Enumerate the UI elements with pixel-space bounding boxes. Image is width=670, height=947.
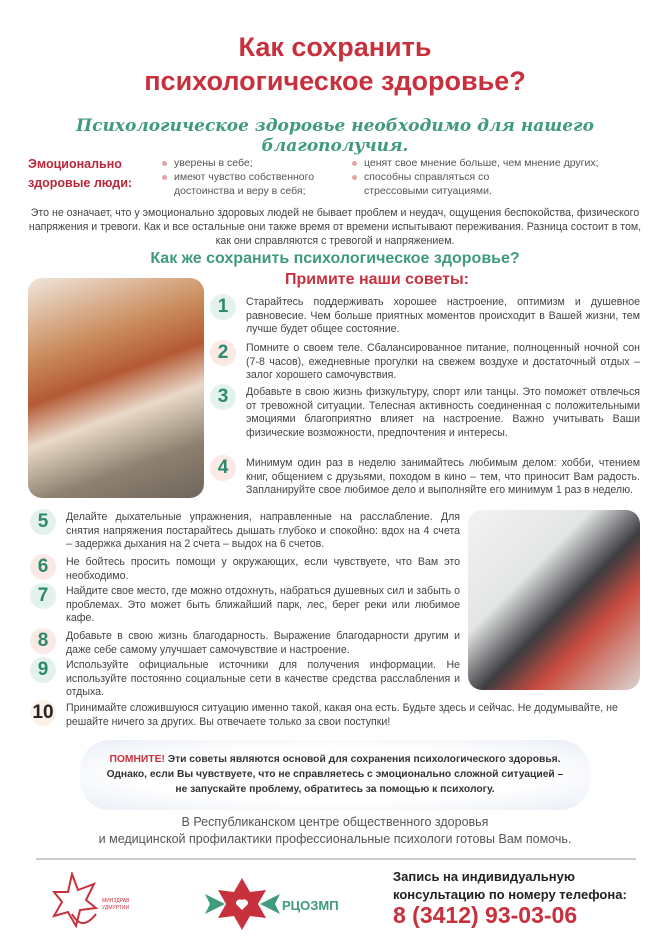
tip-item	[210, 296, 640, 337]
tip-item	[30, 585, 460, 626]
svg-text:УДМУРТИИ: УДМУРТИИ	[102, 905, 130, 911]
tip-item	[210, 386, 640, 440]
svg-text:МИНЗДРАВ: МИНЗДРАВ	[102, 898, 130, 904]
tip-number: 7	[30, 583, 56, 609]
tip-number: 5	[30, 509, 56, 535]
remind-box: ПОМНИТЕ! Эти советы являются основой для сохранения психологического здоровья. Однако, если Вы чувствуете, что не справляетесь с эмоционально сложной ситуацией – не запускайте проблему, обратитесь за помощью к психологу.	[80, 740, 590, 810]
tip-text: Найдите свое место, где можно отдохнуть, набраться душевных сил и забыть о проблемах. Это может быть ближайший парк, лес, берег реки или любимое кафе.	[66, 585, 460, 625]
divider	[36, 858, 636, 860]
tip-text: Не бойтесь просить помощи у окружающих, если чувствуете, что Вам это необходимо.	[66, 556, 460, 582]
trait: ценят свое мнение больше, чем мнение других;	[350, 156, 640, 170]
photo-family	[468, 510, 640, 690]
tip-text: Помните о своем теле. Сбалансированное питание, полноценный ночной сон (7-8 часов), ежедневные прогулки на свежем воздухе и достаточный отдых – залог хорошего самочувствия.	[246, 342, 640, 382]
traits-list-2	[350, 156, 640, 198]
subtitle: Психологическое здоровье необходимо для нашего благополучия.	[76, 116, 594, 156]
page-title: Как сохранить психологическое здоровье?	[144, 32, 526, 96]
tip-number: 2	[210, 340, 236, 366]
tip-number: 8	[30, 628, 56, 654]
tip-item	[30, 659, 460, 700]
tip-text: Старайтесь поддерживать хорошее настроение, оптимизм и душевное равновесие. Чем больше приятных моментов происходит в Вашей жизни, тем лучше будет общее состояние.	[246, 296, 640, 336]
tip-number: 10	[30, 700, 56, 726]
tip-number: 6	[30, 554, 56, 580]
minzdrav-logo	[52, 872, 142, 937]
traits-list-1	[160, 156, 340, 198]
tip-number: 1	[210, 294, 236, 320]
tip-item	[30, 702, 630, 729]
trait: имеют чувство собственного достоинства и веру в себя;	[160, 170, 340, 198]
photo-pottery	[28, 278, 204, 498]
trait: способны справляться со стрессовыми ситуациями.	[350, 170, 520, 198]
rcozmp-logo	[170, 872, 370, 937]
tip-text: Используйте официальные источники для получения информации. Не используйте постоянно социальные сети в качестве средства расслабления и отдыха.	[66, 659, 460, 699]
tip-item	[210, 457, 640, 498]
tip-number: 9	[30, 657, 56, 683]
emotional-label: Эмоционально здоровые люди:	[28, 157, 133, 190]
tip-text: Принимайте сложившуюся ситуацию именно такой, какая она есть. Будьте здесь и сейчас. Не додумывайте, не решайте ничего за других. Вы отвечаете только за свои поступки!	[66, 702, 618, 728]
tip-item	[210, 342, 640, 383]
tip-text: Добавьте в свою жизнь благодарность. Выражение благодарности другим и даже себе самому улучшает самочувствие и настроение.	[66, 630, 460, 656]
record-text: Запись на индивидуальную консультацию по номеру телефона:	[393, 869, 627, 902]
question-heading: Как же сохранить психологическое здоровье?	[150, 250, 520, 267]
svg-text:РЦОЗМП: РЦОЗМП	[282, 898, 339, 913]
phone-number[interactable]: 8 (3412) 93-03-06	[393, 902, 578, 928]
tip-item	[30, 630, 460, 657]
advice-heading: Примите наши советы:	[285, 271, 469, 288]
tip-item	[30, 511, 460, 552]
center-info: В Республиканском центре общественного здоровья и медицинской профилактики профессиональные психологи готовы Вам помочь.	[98, 815, 572, 846]
tip-number: 3	[210, 384, 236, 410]
tip-item	[30, 556, 460, 583]
tip-text: Минимум один раз в неделю занимайтесь любимым делом: хобби, чтением книг, общением с друзьями, походом в кино – тем, что приносит Вам радость. Запланируйте свое любимое дело и выполняйте его минимум 1 раз в неделю.	[246, 457, 640, 497]
tip-number: 4	[210, 455, 236, 481]
tip-text: Добавьте в свою жизнь физкультуру, спорт или танцы. Это поможет отвлечься от тревожной ситуации. Телесная активность соединенная с положительными эмоциями благоприятно влияет на настроение. Важно учитывать Ваши физические возможности, предпочтения и интересы.	[246, 386, 640, 439]
trait: уверены в себе;	[160, 156, 340, 170]
tip-text: Делайте дыхательные упражнения, направленные на расслабление. Для снятия напряжения постарайтесь дышать глубоко и спокойно: вдох на 4 счета – задержка дыхания на 2 счета – выдох на 6 счетов.	[66, 511, 460, 551]
intro-paragraph: Это не означает, что у эмоционально здоровых людей не бывает проблем и неудач, ощущения беспокойства, физического напряжения и тревоги. Как и все остальные они также время от времени испытывают переживания. Разница состоит в том, как они справляются с тревогой и напряжением.	[28, 207, 642, 247]
